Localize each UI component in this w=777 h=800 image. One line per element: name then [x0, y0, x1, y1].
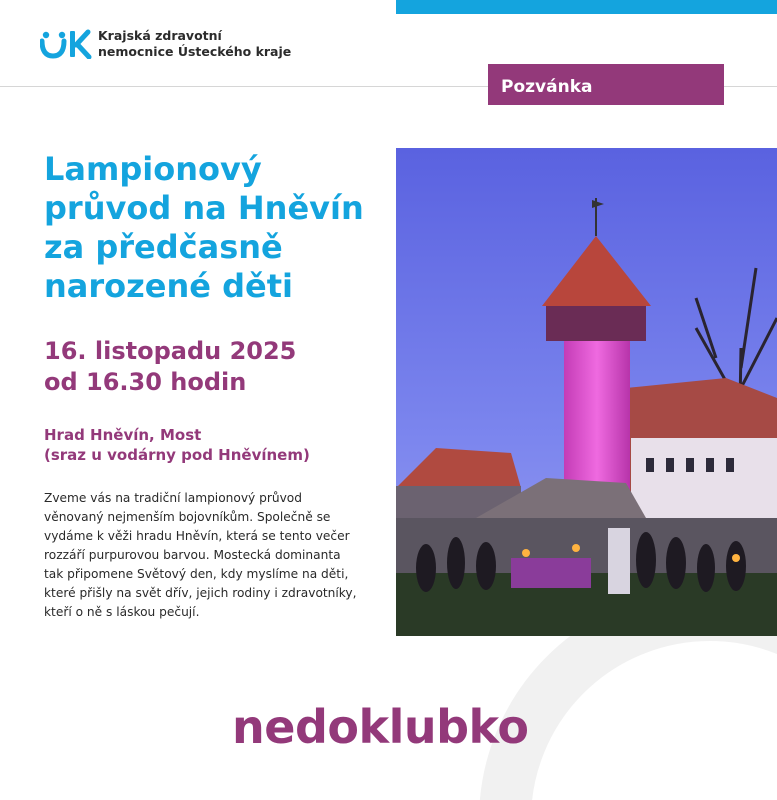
date-line: 16. listopadu 2025: [44, 337, 297, 365]
title-line: narozené děti: [44, 267, 293, 305]
description-line: kteří o ně s láskou pečují.: [44, 605, 200, 619]
event-place: [44, 425, 310, 465]
place-line: Hrad Hněvín, Most: [44, 426, 202, 444]
title-line: za předčasně: [44, 228, 283, 266]
time-line: od 16.30 hodin: [44, 368, 247, 396]
description-line: tak připomene Světový den, kdy myslíme na děti,: [44, 567, 349, 581]
meeting-point-line: (sraz u vodárny pod Hněvínem): [44, 446, 310, 464]
title-line: průvod na Hněvín: [44, 189, 364, 227]
castle-photo: [396, 148, 777, 636]
uk-logo-icon: [40, 29, 92, 59]
org-name-line1: Krajská zdravotní: [98, 28, 222, 43]
description-line: které přišly na svět dřív, jejich rodiny i zdravotníky,: [44, 586, 357, 600]
invitation-tag: Pozvánka: [488, 64, 724, 105]
event-date: [44, 336, 296, 398]
event-description: [44, 489, 364, 622]
hospital-logo[interactable]: [40, 28, 291, 60]
title-line: Lampionový: [44, 150, 262, 188]
top-accent-bar: [396, 0, 777, 14]
description-line: Zveme vás na tradiční lampionový průvod: [44, 491, 303, 505]
description-line: vydáme k věži hradu Hněvín, která se tento večer: [44, 529, 350, 543]
org-name-line2: nemocnice Ústeckého kraje: [98, 44, 292, 59]
event-title: [44, 150, 384, 306]
description-line: věnovaný nejmenším bojovníkům. Společně se: [44, 510, 331, 524]
nedoklubko-logo: nedoklubko: [232, 700, 529, 754]
description-line: rozzáří purpurovou barvou. Mostecká dominanta: [44, 548, 341, 562]
